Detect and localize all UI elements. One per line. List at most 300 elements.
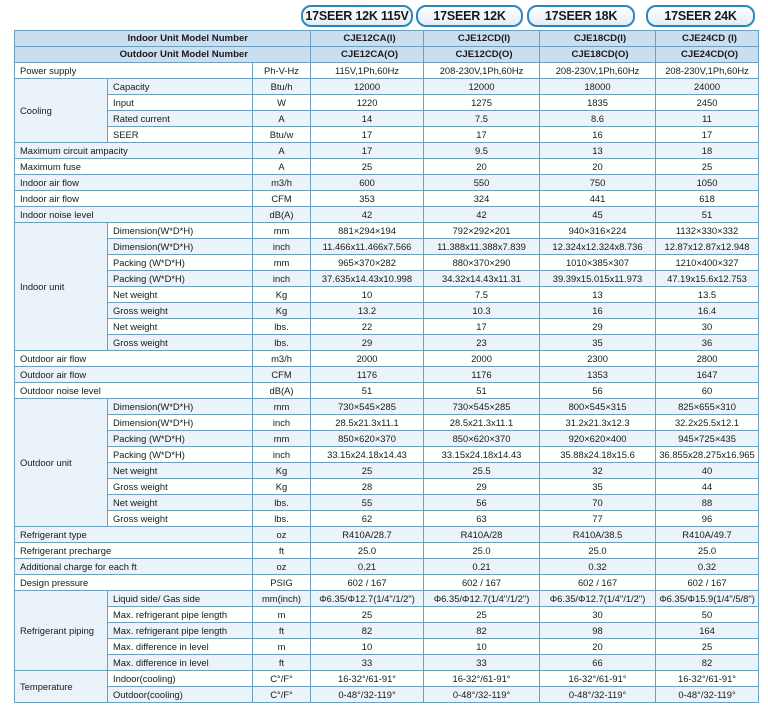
unit-cell: m3/h <box>253 351 311 367</box>
spec-row <box>15 239 759 255</box>
model-number-cell: CJE24CD(O) <box>656 47 759 63</box>
unit-cell: Kg <box>253 463 311 479</box>
value-cell: 88 <box>656 495 759 511</box>
value-cell: 8.6 <box>540 111 656 127</box>
unit-cell: C°/F° <box>253 671 311 687</box>
value-cell: 550 <box>424 175 540 191</box>
row-item-label: Capacity <box>108 79 253 95</box>
value-cell: 602 / 167 <box>424 575 540 591</box>
row-item-label: Additional charge for each ft <box>15 559 253 575</box>
spec-row <box>15 559 759 575</box>
row-item-label: Net weight <box>108 463 253 479</box>
spec-row <box>15 543 759 559</box>
row-item-label: Max. difference in level <box>108 639 253 655</box>
value-cell: 82 <box>311 623 424 639</box>
value-cell: 602 / 167 <box>540 575 656 591</box>
value-cell: 9.5 <box>424 143 540 159</box>
unit-cell: Ph-V-Hz <box>253 63 311 79</box>
model-number-cell: CJE18CD(O) <box>540 47 656 63</box>
value-cell: 7.5 <box>424 111 540 127</box>
value-cell: 23 <box>424 335 540 351</box>
row-item-label: Dimension(W*D*H) <box>108 399 253 415</box>
unit-cell: mm <box>253 223 311 239</box>
spec-row <box>15 575 759 591</box>
spec-row <box>15 639 759 655</box>
spec-row <box>15 95 759 111</box>
value-cell: 82 <box>424 623 540 639</box>
value-cell: 25.0 <box>540 543 656 559</box>
value-cell: 10 <box>311 287 424 303</box>
unit-cell: m <box>253 607 311 623</box>
value-cell: 0.32 <box>656 559 759 575</box>
spec-row <box>15 143 759 159</box>
unit-cell: m <box>253 639 311 655</box>
row-item-label: SEER <box>108 127 253 143</box>
value-cell: 25.0 <box>424 543 540 559</box>
spec-row <box>15 207 759 223</box>
value-cell: 16-32°/61-91° <box>656 671 759 687</box>
value-cell: 11 <box>656 111 759 127</box>
spec-row <box>15 623 759 639</box>
spec-row <box>15 79 759 95</box>
row-item-label: Outdoor(cooling) <box>108 687 253 703</box>
value-cell: 39.39x15.015x11.973 <box>540 271 656 287</box>
value-cell: 70 <box>540 495 656 511</box>
row-item-label: Power supply <box>15 63 253 79</box>
value-cell: 51 <box>311 383 424 399</box>
unit-cell: lbs. <box>253 495 311 511</box>
value-cell: 40 <box>656 463 759 479</box>
value-cell: 51 <box>656 207 759 223</box>
spec-row <box>15 383 759 399</box>
value-cell: 25 <box>656 639 759 655</box>
value-cell: 22 <box>311 319 424 335</box>
value-cell: 29 <box>540 319 656 335</box>
row-item-label: Refrigerant type <box>15 527 253 543</box>
value-cell: 13.2 <box>311 303 424 319</box>
value-cell: 25.0 <box>656 543 759 559</box>
group-label: Refrigerant piping <box>15 591 108 671</box>
unit-cell: inch <box>253 271 311 287</box>
unit-cell: inch <box>253 447 311 463</box>
value-cell: 66 <box>540 655 656 671</box>
spec-row <box>15 223 759 239</box>
value-cell: 28.5x21.3x11.1 <box>424 415 540 431</box>
value-cell: 98 <box>540 623 656 639</box>
row-item-label: Net weight <box>108 319 253 335</box>
value-cell: 47.19x15.6x12.753 <box>656 271 759 287</box>
value-cell: R410A/49.7 <box>656 527 759 543</box>
unit-cell: m3/h <box>253 175 311 191</box>
value-cell: 10.3 <box>424 303 540 319</box>
value-cell: 17 <box>311 143 424 159</box>
value-cell: 1176 <box>311 367 424 383</box>
value-cell: 12.87x12.87x12.948 <box>656 239 759 255</box>
value-cell: 16.4 <box>656 303 759 319</box>
value-cell: 945×725×435 <box>656 431 759 447</box>
value-cell: 602 / 167 <box>311 575 424 591</box>
value-cell: 20 <box>540 639 656 655</box>
spec-row <box>15 63 759 79</box>
group-label: Indoor unit <box>15 223 108 351</box>
value-cell: R410A/28.7 <box>311 527 424 543</box>
unit-cell: ft <box>253 543 311 559</box>
value-cell: 11.388x11.388x7.839 <box>424 239 540 255</box>
spec-row <box>15 303 759 319</box>
unit-cell: A <box>253 111 311 127</box>
value-cell: 1210×400×327 <box>656 255 759 271</box>
row-item-label: Max. refrigerant pipe length <box>108 623 253 639</box>
value-cell: 0.32 <box>540 559 656 575</box>
value-cell: 30 <box>540 607 656 623</box>
value-cell: 13.5 <box>656 287 759 303</box>
unit-cell: Kg <box>253 287 311 303</box>
unit-cell: Kg <box>253 303 311 319</box>
value-cell: 16-32°/61-91° <box>540 671 656 687</box>
value-cell: 35 <box>540 479 656 495</box>
value-cell: 1010×385×307 <box>540 255 656 271</box>
model-number-row <box>15 47 759 63</box>
row-item-label: Gross weight <box>108 511 253 527</box>
model-number-cell: CJE18CD(I) <box>540 31 656 47</box>
spec-table <box>14 30 759 703</box>
value-cell: R410A/28 <box>424 527 540 543</box>
unit-cell: mm <box>253 431 311 447</box>
value-cell: 25.0 <box>311 543 424 559</box>
value-cell: 2800 <box>656 351 759 367</box>
value-cell: 0-48°/32-119° <box>311 687 424 703</box>
value-cell: 32 <box>540 463 656 479</box>
unit-cell: W <box>253 95 311 111</box>
row-item-label: Gross weight <box>108 303 253 319</box>
value-cell: 2000 <box>424 351 540 367</box>
row-item-label: Input <box>108 95 253 111</box>
value-cell: 881×294×194 <box>311 223 424 239</box>
value-cell: 730×545×285 <box>424 399 540 415</box>
spec-row <box>15 527 759 543</box>
spec-row <box>15 271 759 287</box>
spec-row <box>15 495 759 511</box>
spec-row <box>15 607 759 623</box>
unit-cell: lbs. <box>253 335 311 351</box>
unit-cell: dB(A) <box>253 207 311 223</box>
value-cell: Φ6.35/Φ12.7(1/4"/1/2") <box>540 591 656 607</box>
value-cell: 10 <box>311 639 424 655</box>
value-cell: 25 <box>311 159 424 175</box>
value-cell: 11.466x11.466x7.566 <box>311 239 424 255</box>
value-cell: 96 <box>656 511 759 527</box>
value-cell: 17 <box>424 319 540 335</box>
row-item-label: Net weight <box>108 287 253 303</box>
value-cell: 51 <box>424 383 540 399</box>
row-item-label: Max. difference in level <box>108 655 253 671</box>
value-cell: 16-32°/61-91° <box>311 671 424 687</box>
value-cell: 940×316×224 <box>540 223 656 239</box>
value-cell: 37.635x14.43x10.998 <box>311 271 424 287</box>
value-cell: 31.2x21.3x12.3 <box>540 415 656 431</box>
value-cell: 12000 <box>311 79 424 95</box>
spec-row <box>15 511 759 527</box>
spec-row <box>15 479 759 495</box>
value-cell: Φ6.35/Φ12.7(1/4"/1/2") <box>424 591 540 607</box>
value-cell: 1353 <box>540 367 656 383</box>
row-item-label: Gross weight <box>108 479 253 495</box>
unit-cell: lbs. <box>253 511 311 527</box>
row-item-label: Outdoor air flow <box>15 367 253 383</box>
spec-row <box>15 159 759 175</box>
value-cell: 17 <box>311 127 424 143</box>
value-cell: 2000 <box>311 351 424 367</box>
spec-row <box>15 111 759 127</box>
row-item-label: Indoor air flow <box>15 191 253 207</box>
column-tab-1: 17SEER 12K 115V <box>301 5 413 27</box>
spec-row <box>15 415 759 431</box>
value-cell: 16-32°/61-91° <box>424 671 540 687</box>
value-cell: 33.15x24.18x14.43 <box>311 447 424 463</box>
value-cell: 56 <box>540 383 656 399</box>
unit-cell: Kg <box>253 479 311 495</box>
value-cell: 29 <box>311 335 424 351</box>
value-cell: 1132×330×332 <box>656 223 759 239</box>
model-number-cell: CJE12CA(I) <box>311 31 424 47</box>
value-cell: 1220 <box>311 95 424 111</box>
row-item-label: Maximum circuit ampacity <box>15 143 253 159</box>
value-cell: 20 <box>540 159 656 175</box>
unit-cell: CFM <box>253 367 311 383</box>
unit-cell: mm <box>253 255 311 271</box>
value-cell: 730×545×285 <box>311 399 424 415</box>
column-tab-4: 17SEER 24K <box>646 5 755 27</box>
value-cell: 324 <box>424 191 540 207</box>
unit-cell: lbs. <box>253 319 311 335</box>
column-tab-2: 17SEER 12K <box>416 5 523 27</box>
model-number-cell: CJE12CA(O) <box>311 47 424 63</box>
model-number-row <box>15 31 759 47</box>
value-cell: 33 <box>311 655 424 671</box>
unit-cell: dB(A) <box>253 383 311 399</box>
unit-cell: mm(inch) <box>253 591 311 607</box>
value-cell: 56 <box>424 495 540 511</box>
unit-cell: oz <box>253 527 311 543</box>
value-cell: 792×292×201 <box>424 223 540 239</box>
value-cell: 30 <box>656 319 759 335</box>
row-item-label: Liquid side/ Gas side <box>108 591 253 607</box>
row-item-label: Outdoor noise level <box>15 383 253 399</box>
value-cell: 164 <box>656 623 759 639</box>
value-cell: 965×370×282 <box>311 255 424 271</box>
spec-row <box>15 367 759 383</box>
value-cell: 42 <box>311 207 424 223</box>
spec-row <box>15 255 759 271</box>
row-item-label: Packing (W*D*H) <box>108 447 253 463</box>
row-item-label: Dimension(W*D*H) <box>108 415 253 431</box>
unit-cell: PSIG <box>253 575 311 591</box>
row-item-label: Dimension(W*D*H) <box>108 223 253 239</box>
value-cell: 29 <box>424 479 540 495</box>
value-cell: 0-48°/32-119° <box>424 687 540 703</box>
value-cell: 25 <box>656 159 759 175</box>
unit-cell: C°/F° <box>253 687 311 703</box>
value-cell: 28.5x21.3x11.1 <box>311 415 424 431</box>
value-cell: 17 <box>656 127 759 143</box>
value-cell: 62 <box>311 511 424 527</box>
value-cell: 60 <box>656 383 759 399</box>
value-cell: 208-230V,1Ph,60Hz <box>424 63 540 79</box>
value-cell: 750 <box>540 175 656 191</box>
spec-row <box>15 335 759 351</box>
value-cell: 825×655×310 <box>656 399 759 415</box>
value-cell: 208-230V,1Ph,60Hz <box>656 63 759 79</box>
value-cell: 0.21 <box>311 559 424 575</box>
group-label: Temperature <box>15 671 108 703</box>
spec-row <box>15 591 759 607</box>
value-cell: 602 / 167 <box>656 575 759 591</box>
value-cell: 1835 <box>540 95 656 111</box>
value-cell: 1275 <box>424 95 540 111</box>
value-cell: 441 <box>540 191 656 207</box>
group-label: Outdoor unit <box>15 399 108 527</box>
value-cell: 42 <box>424 207 540 223</box>
value-cell: 16 <box>540 127 656 143</box>
unit-cell: ft <box>253 655 311 671</box>
spec-row <box>15 127 759 143</box>
value-cell: 2300 <box>540 351 656 367</box>
value-cell: 0-48°/32-119° <box>540 687 656 703</box>
value-cell: R410A/38.5 <box>540 527 656 543</box>
unit-cell: mm <box>253 399 311 415</box>
value-cell: 18000 <box>540 79 656 95</box>
value-cell: 33 <box>424 655 540 671</box>
value-cell: 115V,1Ph,60Hz <box>311 63 424 79</box>
spec-row <box>15 399 759 415</box>
value-cell: 55 <box>311 495 424 511</box>
unit-cell: A <box>253 143 311 159</box>
value-cell: 24000 <box>656 79 759 95</box>
value-cell: 25.5 <box>424 463 540 479</box>
value-cell: 34.32x14.43x11.31 <box>424 271 540 287</box>
value-cell: 63 <box>424 511 540 527</box>
spec-row <box>15 447 759 463</box>
value-cell: 25 <box>311 607 424 623</box>
value-cell: 13 <box>540 287 656 303</box>
unit-cell: A <box>253 159 311 175</box>
top-edge-strip <box>0 0 768 4</box>
value-cell: 618 <box>656 191 759 207</box>
row-item-label: Gross weight <box>108 335 253 351</box>
value-cell: 16 <box>540 303 656 319</box>
column-tab-3: 17SEER 18K <box>527 5 635 27</box>
spec-row <box>15 287 759 303</box>
value-cell: 850×620×370 <box>424 431 540 447</box>
value-cell: 10 <box>424 639 540 655</box>
value-cell: 25 <box>424 607 540 623</box>
row-item-label: Dimension(W*D*H) <box>108 239 253 255</box>
spec-row <box>15 655 759 671</box>
spec-row <box>15 175 759 191</box>
value-cell: 32.2x25.5x12.1 <box>656 415 759 431</box>
value-cell: 1050 <box>656 175 759 191</box>
value-cell: 25 <box>311 463 424 479</box>
value-cell: 35 <box>540 335 656 351</box>
value-cell: 880×370×290 <box>424 255 540 271</box>
value-cell: 800×545×315 <box>540 399 656 415</box>
row-item-label: Refrigerant precharge <box>15 543 253 559</box>
row-item-label: Indoor noise level <box>15 207 253 223</box>
value-cell: 28 <box>311 479 424 495</box>
value-cell: Φ6.35/Φ12.7(1/4"/1/2") <box>311 591 424 607</box>
unit-cell: inch <box>253 415 311 431</box>
unit-cell: inch <box>253 239 311 255</box>
spec-row <box>15 431 759 447</box>
value-cell: 20 <box>424 159 540 175</box>
value-cell: 353 <box>311 191 424 207</box>
value-cell: 600 <box>311 175 424 191</box>
unit-cell: oz <box>253 559 311 575</box>
value-cell: Φ6.35/Φ15.9(1/4"/5/8") <box>656 591 759 607</box>
model-row-label: Indoor Unit Model Number <box>15 31 311 47</box>
row-item-label: Packing (W*D*H) <box>108 255 253 271</box>
row-item-label: Packing (W*D*H) <box>108 431 253 447</box>
value-cell: 44 <box>656 479 759 495</box>
unit-cell: Btu/h <box>253 79 311 95</box>
value-cell: 1176 <box>424 367 540 383</box>
row-item-label: Indoor(cooling) <box>108 671 253 687</box>
spec-row <box>15 687 759 703</box>
value-cell: 82 <box>656 655 759 671</box>
spec-row <box>15 319 759 335</box>
model-number-cell: CJE24CD (I) <box>656 31 759 47</box>
spec-row <box>15 351 759 367</box>
value-cell: 35.88x24.18x15.6 <box>540 447 656 463</box>
value-cell: 14 <box>311 111 424 127</box>
unit-cell: ft <box>253 623 311 639</box>
value-cell: 0.21 <box>424 559 540 575</box>
value-cell: 208-230V,1Ph,60Hz <box>540 63 656 79</box>
value-cell: 18 <box>656 143 759 159</box>
row-item-label: Indoor air flow <box>15 175 253 191</box>
value-cell: 12000 <box>424 79 540 95</box>
value-cell: 77 <box>540 511 656 527</box>
value-cell: 33.15x24.18x14.43 <box>424 447 540 463</box>
spec-row <box>15 671 759 687</box>
row-item-label: Max. refrigerant pipe length <box>108 607 253 623</box>
value-cell: 36.855x28.275x16.965 <box>656 447 759 463</box>
row-item-label: Rated current <box>108 111 253 127</box>
unit-cell: Btu/w <box>253 127 311 143</box>
value-cell: 0-48°/32-119° <box>656 687 759 703</box>
value-cell: 36 <box>656 335 759 351</box>
value-cell: 50 <box>656 607 759 623</box>
row-item-label: Maximum fuse <box>15 159 253 175</box>
row-item-label: Net weight <box>108 495 253 511</box>
model-row-label: Outdoor Unit Model Number <box>15 47 311 63</box>
group-label: Cooling <box>15 79 108 143</box>
value-cell: 7.5 <box>424 287 540 303</box>
unit-cell: CFM <box>253 191 311 207</box>
spec-row <box>15 191 759 207</box>
value-cell: 850×620×370 <box>311 431 424 447</box>
value-cell: 13 <box>540 143 656 159</box>
model-number-cell: CJE12CD(O) <box>424 47 540 63</box>
value-cell: 2450 <box>656 95 759 111</box>
value-cell: 920×620×400 <box>540 431 656 447</box>
spec-row <box>15 463 759 479</box>
value-cell: 45 <box>540 207 656 223</box>
model-number-cell: CJE12CD(I) <box>424 31 540 47</box>
row-item-label: Outdoor air flow <box>15 351 253 367</box>
row-item-label: Design pressure <box>15 575 253 591</box>
row-item-label: Packing (W*D*H) <box>108 271 253 287</box>
